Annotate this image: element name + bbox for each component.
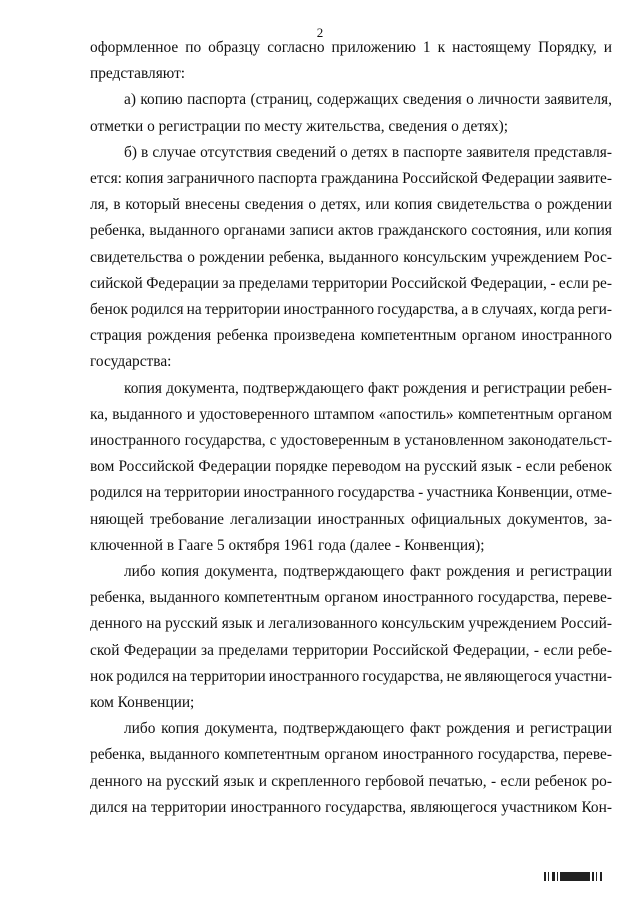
word: ля,: [90, 196, 109, 214]
word: русский: [424, 458, 477, 476]
word: за: [201, 641, 214, 659]
word: штампом: [313, 405, 375, 423]
word: органом: [324, 746, 379, 764]
word: актов: [337, 222, 374, 240]
word: с: [269, 432, 277, 449]
word: бенок: [90, 301, 128, 318]
text-line: [0, 560, 640, 584]
word: язык: [221, 615, 253, 633]
word: копия: [161, 720, 200, 738]
word: Конвенции,: [496, 484, 573, 502]
word: учреждением: [468, 615, 557, 633]
word: и: [603, 39, 612, 56]
word: копия: [125, 170, 164, 187]
word: ребенка: [216, 327, 269, 345]
word: Порядку,: [538, 39, 597, 56]
word: иностранного: [521, 327, 612, 345]
word: выданного: [149, 746, 220, 764]
word: когда: [540, 301, 575, 318]
text-line: [0, 586, 640, 610]
word: являющегося: [410, 798, 498, 816]
word: ребенка,: [90, 222, 146, 240]
word: гербовой: [365, 772, 425, 790]
word: рождения: [446, 720, 511, 738]
word: русский: [166, 772, 220, 790]
word: паспорта: [258, 170, 318, 187]
word: органами: [223, 222, 286, 240]
word: -: [550, 274, 556, 292]
word: отме-: [576, 484, 612, 502]
word: Конвенции;: [117, 694, 195, 711]
word: являющегося: [464, 667, 552, 685]
word: приложению: [331, 39, 416, 56]
word: Российской: [118, 458, 195, 476]
word: компетентным: [224, 589, 320, 607]
word: в: [166, 536, 175, 554]
word: на: [172, 667, 188, 685]
word: ребенка,: [90, 589, 146, 607]
text-line: [0, 612, 640, 636]
word: язык: [223, 772, 255, 790]
word: ребенок: [534, 772, 588, 790]
word: по: [244, 117, 261, 135]
word: к: [437, 39, 446, 56]
word: ребенок: [559, 458, 612, 476]
word: внесены: [184, 196, 240, 214]
word: или: [365, 196, 390, 214]
word: октября: [228, 536, 280, 554]
word: оформленное: [90, 39, 179, 56]
word: в: [141, 143, 149, 161]
word: сведения: [388, 117, 448, 135]
word: факт: [409, 563, 441, 580]
word: денного: [90, 772, 143, 790]
word: на: [404, 458, 421, 476]
word: консульским: [381, 615, 465, 633]
text-line: [0, 167, 640, 191]
word: представля-: [534, 143, 612, 161]
word: иностранного: [382, 746, 474, 764]
word: Федерации: [198, 458, 272, 476]
word: сведения: [244, 196, 304, 214]
word: сведений: [275, 143, 336, 161]
text-line: [0, 88, 640, 112]
word: родился: [90, 484, 143, 502]
word: факт: [409, 720, 441, 738]
word: о: [187, 248, 195, 266]
word: компетентным: [224, 746, 320, 764]
word: и: [471, 379, 480, 397]
word: заграничного: [167, 170, 255, 187]
word: ком: [90, 694, 114, 711]
text-line: [0, 481, 640, 505]
word: регистрации: [529, 563, 612, 580]
word: ется:: [90, 170, 122, 187]
word: заявите-: [557, 170, 612, 187]
word: если: [525, 458, 556, 476]
text-line: [0, 770, 640, 794]
word: выданного: [112, 405, 183, 423]
word: иностранного: [382, 589, 474, 607]
word: компетентным: [457, 405, 554, 423]
word: страция: [90, 327, 142, 345]
word: реги-: [577, 301, 612, 318]
word: государства:: [90, 353, 172, 371]
text-line: [0, 350, 640, 374]
word: участни-: [554, 667, 612, 685]
word: копия: [574, 222, 612, 240]
word: -: [516, 458, 522, 476]
word: либо: [124, 563, 156, 580]
word: Федерации: [481, 170, 555, 187]
word: а: [461, 301, 469, 318]
word: денного: [90, 615, 143, 633]
word: русский: [165, 615, 218, 633]
word: территории: [292, 641, 369, 659]
text-line: [0, 403, 640, 427]
word: переве-: [563, 589, 612, 607]
word: Гааге: [178, 536, 214, 554]
word: подтверждающего: [242, 379, 364, 397]
text-line: [0, 743, 640, 767]
word: территории: [204, 301, 281, 318]
word: органом: [461, 327, 516, 345]
word: государства,: [362, 667, 444, 685]
word: иностранного: [243, 484, 335, 502]
word: (далее: [349, 536, 392, 554]
word: содержащих: [316, 91, 399, 109]
word: рождении: [546, 196, 612, 214]
word: копия: [161, 563, 200, 580]
word: язык: [481, 458, 513, 476]
word: о: [308, 196, 317, 214]
text-line: [0, 377, 640, 401]
page-number: 2: [316, 25, 324, 40]
word: Федерации: [146, 274, 219, 292]
word: иностранного: [230, 798, 322, 816]
word: гражданина: [320, 170, 399, 187]
word: заявителя,: [544, 91, 612, 109]
word: Российской: [372, 641, 449, 659]
word: подтверждающего: [283, 563, 405, 580]
word: свидетельства: [90, 248, 183, 266]
word: ребенка,: [90, 746, 146, 764]
word: консульским: [403, 248, 487, 266]
word: в: [113, 196, 121, 214]
word: детях: [351, 143, 388, 161]
word: рождения: [402, 379, 467, 397]
word: копия: [124, 379, 162, 397]
word: территории: [150, 798, 227, 816]
word: органом: [558, 405, 612, 423]
word: если: [543, 641, 574, 659]
word: рождения: [147, 327, 212, 345]
word: (страниц,: [250, 91, 313, 109]
word: пределами: [218, 641, 289, 659]
word: Федерации,: [470, 274, 547, 292]
text-line: [0, 429, 640, 453]
word: в: [393, 432, 401, 449]
word: в: [471, 301, 479, 318]
word: факт: [367, 379, 399, 397]
text-line: [0, 298, 640, 322]
word: дился: [90, 798, 128, 816]
word: или: [545, 222, 570, 240]
word: регистрации: [529, 720, 612, 738]
word: не: [446, 667, 462, 685]
word: установленном: [404, 432, 504, 449]
word: ро-: [591, 772, 612, 790]
word: 1: [422, 39, 431, 56]
word: нок: [90, 667, 114, 685]
word: настоящему: [452, 39, 532, 56]
word: -: [533, 641, 540, 659]
word: легализации: [230, 510, 312, 528]
word: выданного: [328, 248, 399, 266]
word: который: [125, 196, 181, 214]
word: на: [146, 484, 162, 502]
word: Российской: [402, 170, 478, 187]
word: представляют:: [90, 65, 186, 83]
word: либо: [124, 720, 156, 738]
word: территории: [164, 484, 241, 502]
word: паспорте: [403, 143, 463, 161]
text-line: [0, 455, 640, 479]
text-line: [0, 141, 640, 165]
word: если: [500, 772, 531, 790]
word: выданного: [149, 222, 220, 240]
word: удостоверенным: [280, 432, 390, 449]
word: на: [146, 615, 162, 633]
text-line: [0, 62, 640, 86]
text-line: [0, 272, 640, 296]
word: -: [418, 484, 424, 502]
word: участника: [426, 484, 494, 502]
word: законодательст-: [508, 432, 612, 449]
word: Конвенция);: [403, 536, 485, 554]
word: жительства,: [306, 117, 385, 135]
word: о: [340, 143, 348, 161]
word: государства: [337, 484, 415, 502]
word: государства,: [325, 798, 407, 816]
word: личности: [478, 91, 540, 109]
text-line: [0, 796, 640, 820]
word: детях);: [462, 117, 509, 135]
word: иностранного: [268, 667, 360, 685]
word: в: [391, 143, 400, 161]
word: о: [466, 91, 474, 109]
text-line: [0, 534, 640, 558]
word: Федерации,: [452, 641, 530, 659]
word: случае: [152, 143, 196, 161]
word: выданного: [149, 589, 220, 607]
word: ребенка,: [268, 248, 325, 266]
word: ключенной: [90, 536, 164, 554]
word: пределами: [238, 274, 309, 292]
word: за: [222, 274, 236, 292]
word: скрепленного: [271, 772, 361, 790]
word: состояния,: [471, 222, 542, 240]
word: согласно: [267, 39, 325, 56]
text-line: [0, 36, 640, 60]
word: «апостиль»: [378, 405, 454, 423]
word: родился: [130, 301, 184, 318]
word: Российской: [390, 274, 467, 292]
text-line: [0, 717, 640, 741]
word: подтверждающего: [283, 720, 405, 738]
word: образцу: [208, 39, 261, 56]
word: о: [147, 117, 155, 135]
word: за-: [593, 510, 612, 528]
word: -: [394, 536, 401, 554]
word: произведена: [273, 327, 356, 345]
word: и: [256, 615, 265, 633]
text-line: [0, 246, 640, 270]
word: документа,: [166, 379, 239, 397]
word: года: [318, 536, 346, 554]
text-line: [0, 324, 640, 348]
word: если: [558, 274, 589, 292]
word: месту: [264, 117, 303, 135]
word: переве-: [563, 746, 612, 764]
word: ской: [90, 641, 120, 659]
word: Кон-: [581, 798, 612, 816]
word: Рос-: [583, 248, 612, 266]
word: сведения: [402, 91, 462, 109]
word: на: [131, 798, 147, 816]
word: б): [124, 143, 137, 161]
word: случаях,: [481, 301, 537, 318]
word: порядке: [275, 458, 328, 476]
word: регистрации: [158, 117, 241, 135]
word: требование: [149, 510, 225, 528]
word: территории: [190, 667, 266, 685]
word: гражданского: [377, 222, 468, 240]
word: учреждением: [490, 248, 580, 266]
word: и: [515, 720, 525, 738]
word: на: [186, 301, 202, 318]
word: иностранного: [283, 301, 375, 318]
text-line: [0, 193, 640, 217]
word: вом: [90, 458, 115, 476]
text-line: [0, 115, 640, 139]
word: копия: [394, 196, 433, 214]
word: органом: [324, 589, 379, 607]
word: документа,: [204, 720, 278, 738]
word: компетентным: [360, 327, 457, 345]
word: территории: [311, 274, 388, 292]
word: ре-: [592, 274, 612, 292]
word: документа,: [204, 563, 278, 580]
word: иностранных: [317, 510, 405, 528]
word: государства,: [477, 589, 559, 607]
word: Россий-: [560, 615, 612, 633]
text-line: [0, 691, 640, 715]
word: иностранного: [90, 432, 181, 449]
word: по: [185, 39, 202, 56]
word: 5: [216, 536, 225, 554]
text-line: [0, 665, 640, 689]
word: рождении: [199, 248, 265, 266]
word: свидетельства: [437, 196, 530, 214]
word: переводом: [331, 458, 401, 476]
word: рождения: [446, 563, 511, 580]
word: -: [490, 772, 497, 790]
word: участником: [501, 798, 578, 816]
word: а): [124, 91, 136, 109]
word: государства,: [184, 432, 266, 449]
word: о: [534, 196, 543, 214]
word: копию: [140, 91, 183, 109]
text-line: [0, 219, 640, 243]
word: записи: [289, 222, 334, 240]
word: государства,: [477, 746, 559, 764]
word: ка,: [90, 405, 108, 423]
word: и: [515, 563, 525, 580]
word: отсутствия: [200, 143, 272, 161]
word: печатью,: [428, 772, 487, 790]
word: сийской: [90, 274, 143, 292]
word: отметки: [90, 117, 144, 135]
text-line: [0, 508, 640, 532]
word: о: [451, 117, 459, 135]
word: и: [258, 772, 267, 790]
word: паспорта: [187, 91, 247, 109]
word: легализованного: [268, 615, 378, 633]
word: заявителя: [466, 143, 530, 161]
word: официальных: [411, 510, 502, 528]
word: государства,: [377, 301, 459, 318]
word: документов,: [507, 510, 588, 528]
word: регистрации: [483, 379, 566, 397]
word: няющей: [90, 510, 144, 528]
scan-barcode-mark: [544, 872, 606, 881]
word: 1961: [283, 536, 315, 554]
word: на: [146, 772, 162, 790]
text-line: [0, 639, 640, 663]
word: ребен-: [569, 379, 612, 397]
word: и: [186, 405, 195, 423]
word: Федерации: [123, 641, 197, 659]
word: детях,: [320, 196, 361, 214]
word: ребе-: [577, 641, 612, 659]
word: родился: [116, 667, 170, 685]
word: удостоверенного: [199, 405, 310, 423]
